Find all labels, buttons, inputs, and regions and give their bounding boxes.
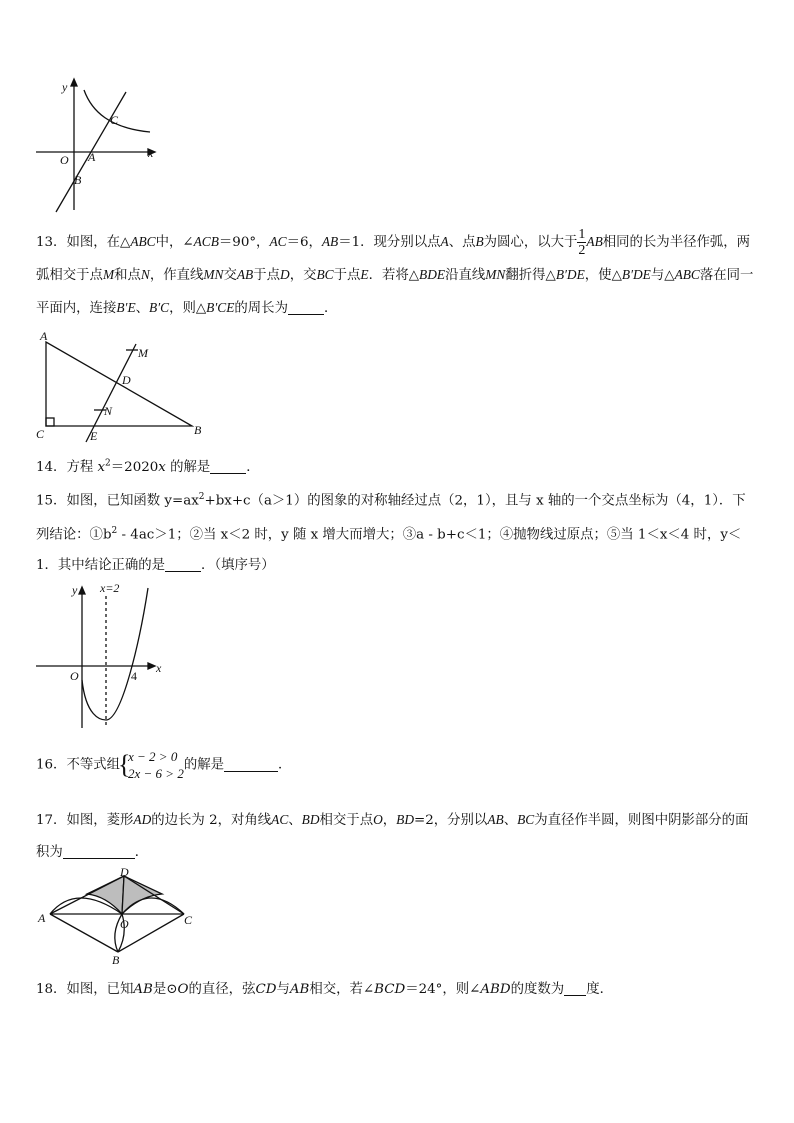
- q13-var: BDE: [419, 267, 446, 282]
- q18-text: 与: [276, 982, 290, 997]
- q13-text: 和点: [114, 268, 141, 283]
- label-b: B: [74, 173, 82, 187]
- q16-text: 的解是: [183, 757, 224, 773]
- q13-number: 13．: [36, 235, 67, 250]
- q17-answer-blank[interactable]: [63, 844, 135, 859]
- q15-text: +bx+c（a＞1）的图象的对称轴经过点（2，1），且与 x 轴的一个交点坐标为（4，1）．下列结论：①b: [36, 493, 746, 543]
- q13-text: ＝90°，: [218, 235, 270, 250]
- q13-text: 、点: [448, 235, 476, 250]
- label-c: C: [36, 427, 45, 441]
- q14-text: 方程: [66, 460, 98, 475]
- q17-var: BD: [301, 812, 320, 827]
- q15-exponent: 2: [198, 492, 205, 502]
- label-b: B: [194, 423, 202, 437]
- q13-text: ，使△: [584, 268, 622, 283]
- q18-var: ABD: [480, 982, 511, 997]
- q18-text: 是⊙: [152, 982, 178, 997]
- label-m: M: [138, 346, 148, 360]
- q13-var: ABC: [674, 267, 700, 282]
- label-d: D: [122, 373, 131, 387]
- q17-text: 、: [503, 813, 518, 828]
- q15-text: - 4ac＞1；②当 x＜2 时，y 随 x 增大而增大；③a - b+c＜1；④抛物线过原点；⑤当 1＜x＜4 时，y＜1．其中结论正确的是: [36, 527, 742, 573]
- q17-text: 为直径作半圆，则图中阴影部分的面积为: [36, 813, 749, 860]
- q18-var: AB: [289, 982, 310, 997]
- q13-var: B′C: [149, 300, 170, 315]
- q15-answer-blank[interactable]: [165, 557, 201, 572]
- right-angle-mark: [46, 418, 54, 426]
- y-axis-arrow: [71, 79, 77, 86]
- q14-number: 14．: [36, 460, 67, 475]
- q13-var: B′CE: [206, 300, 235, 315]
- q13-var: ABC: [130, 234, 156, 249]
- label-c: C: [110, 113, 119, 127]
- q13-var: MN: [485, 267, 506, 282]
- label-o: O: [60, 153, 69, 167]
- label-b: B: [112, 953, 120, 967]
- figure-q13-triangle: [34, 330, 214, 442]
- q16-text: 不等式组: [66, 757, 120, 773]
- q17-var: AC: [271, 812, 289, 827]
- q13-var: B′DE: [621, 267, 651, 282]
- q17-var: O: [373, 812, 383, 827]
- question-13: [36, 226, 758, 325]
- q13-var: A: [440, 234, 449, 249]
- y-axis-arrow: [79, 587, 85, 594]
- q18-text: 如图，已知: [66, 982, 134, 997]
- q13-text: 的周长为: [234, 301, 288, 316]
- label-x: x: [148, 146, 154, 160]
- label-n: N: [104, 404, 113, 418]
- q13-text: 于点: [333, 268, 361, 283]
- q13-answer-blank[interactable]: [288, 300, 324, 315]
- q18-var: O: [177, 982, 189, 997]
- triangle-abc: [46, 342, 192, 426]
- q17-text: 、: [288, 813, 302, 828]
- label-x-equals-2: x=2: [100, 581, 120, 595]
- q17-text: ．: [134, 845, 149, 860]
- q16-text: ．: [278, 757, 292, 773]
- label-4: 4: [131, 669, 137, 683]
- question-15: [36, 482, 758, 581]
- q18-answer-blank[interactable]: [564, 981, 586, 996]
- question-14: [36, 456, 260, 475]
- q15-exponent: 2: [111, 526, 118, 537]
- q13-text: 交: [223, 268, 237, 283]
- question-17: [36, 804, 758, 869]
- q17-var: BC: [517, 812, 535, 827]
- q13-var: B′DE: [555, 267, 585, 282]
- q18-text: 的直径，弦: [188, 982, 256, 997]
- inequality-row-2: 2x − 6 > 2: [128, 766, 184, 781]
- figure-q15-parabola: [34, 580, 170, 730]
- label-c: C: [184, 913, 193, 927]
- q14-exponent: 2: [105, 458, 111, 469]
- q17-text: 相交于点: [319, 813, 374, 828]
- label-x: x: [156, 661, 162, 675]
- parabola: [82, 588, 148, 720]
- brace: {: [118, 750, 131, 779]
- q13-text: 中，∠: [155, 235, 194, 250]
- q13-text: 如图，在△: [66, 235, 131, 250]
- q14-text: ＝2020: [110, 460, 159, 475]
- q18-text: 相交，若∠: [309, 982, 375, 997]
- q17-text: 如图，菱形: [66, 813, 134, 828]
- q17-text: 的边长为 2，对角线: [151, 813, 272, 828]
- inequality-row-1: x − 2 > 0: [128, 749, 178, 764]
- q13-text: 为圆心，以大于: [483, 235, 578, 250]
- label-a: A: [40, 329, 48, 343]
- q13-var: AB: [586, 234, 603, 249]
- fraction-denominator: 2: [578, 243, 586, 258]
- q18-text: ＝24°，则∠: [405, 982, 481, 997]
- q18-var: BCD: [374, 982, 406, 997]
- q14-text: 的解是: [165, 460, 211, 475]
- q13-var: N: [140, 267, 150, 282]
- q13-text: ．若将△: [368, 268, 420, 283]
- question-18: [36, 978, 613, 997]
- q13-var: BC: [316, 267, 334, 282]
- q18-text: 度．: [586, 982, 613, 997]
- q14-var: x: [97, 460, 106, 475]
- q15-text: 如图，已知函数 y=ax: [66, 493, 199, 509]
- q15-text: ．（填序号）: [201, 557, 275, 573]
- q13-var: B′E: [116, 300, 136, 315]
- q17-var: AD: [133, 812, 152, 827]
- q17-var: BD: [396, 812, 415, 827]
- q13-var: M: [102, 267, 115, 282]
- q14-answer-blank[interactable]: [210, 459, 246, 474]
- label-y: y: [62, 80, 68, 94]
- figure-q12-hyperbola-line: [34, 78, 164, 214]
- q13-text: 落在同一平面内，连接: [36, 268, 754, 316]
- line-mn: [86, 344, 136, 442]
- q13-text: 相同的长为半径作弧，两弧相交于点: [36, 235, 751, 283]
- q18-var: AB: [133, 982, 153, 997]
- q13-text: ．: [323, 301, 338, 316]
- q13-text: 与△: [650, 268, 675, 283]
- q13-text: ，作直线: [149, 268, 204, 283]
- label-e: E: [90, 429, 98, 443]
- q17-text: =2，分别以: [414, 813, 488, 828]
- q18-text: 的度数为: [510, 982, 565, 997]
- q13-text: 沿直线: [445, 268, 486, 283]
- q13-var: AB: [321, 234, 339, 249]
- q13-var: ACB: [193, 234, 219, 249]
- q17-var: AB: [487, 812, 504, 827]
- inequality-system: [120, 748, 184, 782]
- q13-text: 翻折得△: [505, 268, 556, 283]
- question-16: [36, 748, 291, 782]
- shaded-region-left: [87, 876, 124, 914]
- q13-var: AB: [236, 267, 254, 282]
- q15-number: 15．: [36, 493, 67, 509]
- label-y: y: [72, 583, 78, 597]
- q13-var: AC: [269, 234, 287, 249]
- q16-number: 16．: [36, 757, 67, 773]
- q13-var: E: [360, 267, 369, 282]
- q13-var: MN: [203, 267, 224, 282]
- q13-text: 于点: [253, 268, 281, 283]
- label-o: O: [120, 917, 129, 931]
- label-a: A: [38, 911, 46, 925]
- q17-number: 17．: [36, 813, 67, 828]
- x-axis-arrow: [148, 663, 155, 669]
- q14-text: ．: [246, 460, 260, 475]
- label-a: A: [88, 150, 96, 164]
- q18-number: 18．: [36, 982, 67, 997]
- q14-var: x: [158, 460, 166, 475]
- q17-text: ，: [382, 813, 397, 828]
- label-o: O: [70, 669, 79, 683]
- figure-q17-rhombus: [36, 866, 206, 966]
- q13-var: B: [475, 234, 484, 249]
- q13-text: ，则△: [169, 301, 207, 316]
- q13-text: 、: [135, 301, 150, 316]
- q13-text: ，交: [289, 268, 317, 283]
- label-d: D: [120, 865, 129, 879]
- fraction-numerator: 1: [578, 227, 586, 242]
- q13-var: D: [280, 267, 290, 282]
- q13-text: ＝1．现分别以点: [338, 235, 441, 250]
- q13-text: ＝6，: [286, 235, 322, 250]
- side-ab: [50, 914, 118, 952]
- q16-answer-blank[interactable]: [224, 757, 278, 772]
- q18-var: CD: [255, 982, 277, 997]
